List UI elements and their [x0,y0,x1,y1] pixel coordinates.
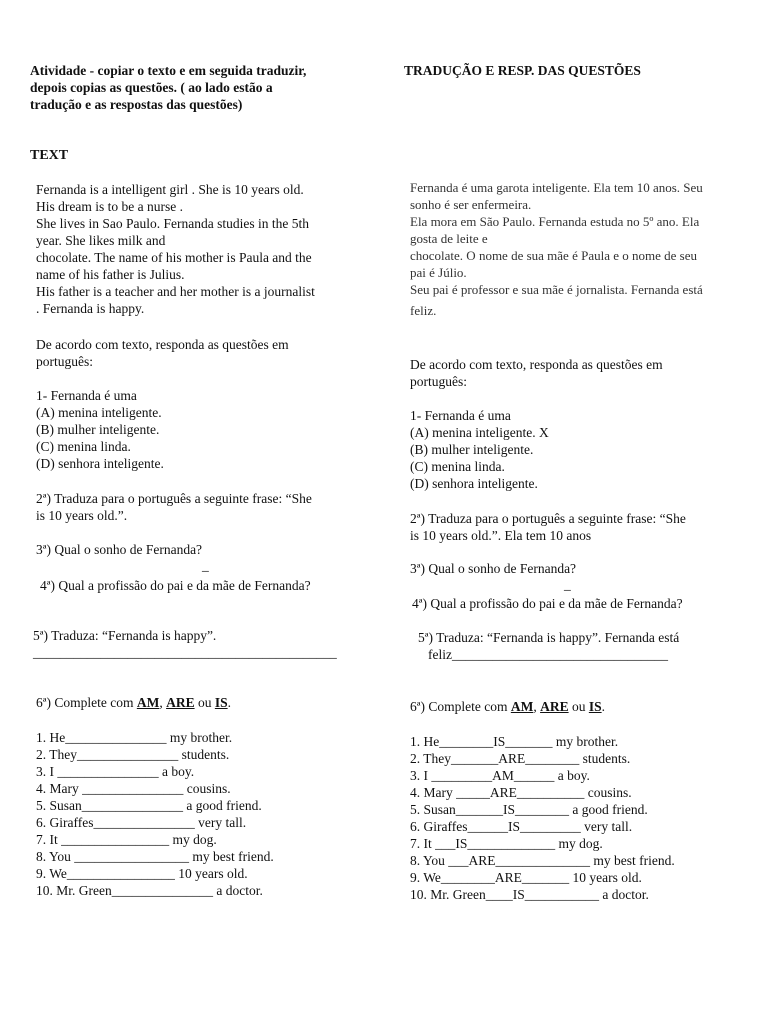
word-is: IS [214,695,228,710]
option-a: (A) menina inteligente. [36,405,162,420]
exercise-answer: 7. It ___IS_____________ my dog. [410,836,603,851]
question-5-answer-line: _____________________________________________ [33,645,337,660]
exercise-answer: 3. I _________AM______ a boy. [410,768,590,783]
passage-line: She lives in Sao Paulo. Fernanda studies in the 5th [36,216,309,231]
answer-2-line: is 10 years old.”. Ela tem 10 anos [410,528,592,543]
answer-2-line: 2ª) Traduza para o português a seguinte frase: “She [410,511,686,526]
passage-line: chocolate. The name of his mother is Paula and the [36,250,312,265]
instruction-line: português: [36,354,93,369]
translation-line: sonho é ser enfermeira. [410,197,532,212]
answer-5 [418,629,679,663]
translation-line: feliz. [410,303,437,318]
translation-line: Fernanda é uma garota inteligente. Ela tem 10 anos. Seu [410,180,703,195]
exercise-answer: 4. Mary _____ARE__________ cousins. [410,785,632,800]
question-6-prefix: 6ª) Complete com [410,699,511,714]
question-1-stem: 1- Fernanda é uma [410,408,511,423]
word-is: IS [588,699,602,714]
question-6-prefix: 6ª) Complete com [36,695,137,710]
question-6-sep: , [533,699,541,714]
instructions [36,336,289,370]
option-d: (D) senhora inteligente. [410,476,538,491]
passage-line: year. She likes milk and [36,233,166,248]
word-are: ARE [166,695,195,710]
instruction-line: De acordo com texto, responda as questões em [36,337,289,352]
exercise-answer: 6. Giraffes______IS_________ very tall. [410,819,633,834]
portuguese-translation [410,179,703,319]
passage-line: . Fernanda is happy. [36,301,145,316]
option-c: (C) menina linda. [36,439,131,454]
activity-header-line: tradução e as respostas das questões) [30,97,243,112]
exercise-item: 9. We________________ 10 years old. [36,866,248,881]
exercise-item: 3. I _______________ a boy. [36,764,195,779]
question-2 [36,490,312,524]
instructions-answers [410,356,663,390]
answer-exercise-list [410,733,675,903]
question-4: 4ª) Qual a profissão do pai e da mãe de Fernanda? [40,578,311,593]
instruction-line: De acordo com texto, responda as questões em [410,357,663,372]
answer-4: 4ª) Qual a profissão do pai e da mãe de Fernanda? [412,596,683,611]
translation-line: pai é Júlio. [410,265,467,280]
answer-2 [410,510,686,544]
exercise-item: 6. Giraffes_______________ very tall. [36,815,247,830]
passage-line: His dream is to be a nurse . [36,199,183,214]
answer-5-line: feliz________________________________ [428,647,668,662]
word-are: ARE [540,699,569,714]
word-am: AM [510,699,534,714]
exercise-answer: 1. He________IS_______ my brother. [410,734,619,749]
answer-6 [410,698,605,715]
exercise-answer: 10. Mr. Green____IS___________ a doctor. [410,887,649,902]
answer-5-line: 5ª) Traduza: “Fernanda is happy”. Fernanda está [418,630,680,645]
exercise-answer: 9. We________ARE_______ 10 years old. [410,870,642,885]
exercise-answer: 2. They_______ARE________ students. [410,751,631,766]
translation-line: chocolate. O nome de sua mãe é Paula e o nome de seu [410,248,697,263]
question-6-end: . [227,695,231,710]
question-6-end: . [601,699,605,714]
exercise-item: 8. You _________________ my best friend. [36,849,274,864]
instruction-line: português: [410,374,467,389]
question-6-sep: ou [194,695,215,710]
question-3: 3ª) Qual o sonho de Fernanda? [36,542,203,557]
question-5: 5ª) Traduza: “Fernanda is happy”. [33,628,217,643]
exercise-item: 2. They_______________ students. [36,747,230,762]
activity-header-line: Atividade - copiar o texto e em seguida traduzir, [30,63,307,78]
exercise-list [36,729,274,899]
passage-line: Fernanda is a intelligent girl . She is 10 years old. [36,182,304,197]
activity-header-line: depois copias as questões. ( ao lado estão a [30,80,273,95]
question-6-sep: , [159,695,167,710]
exercise-item: 10. Mr. Green_______________ a doctor. [36,883,263,898]
question-2-line: 2ª) Traduza para o português a seguinte frase: “She [36,491,312,506]
english-passage [36,181,315,317]
question-6 [36,694,231,711]
exercise-item: 4. Mary _______________ cousins. [36,781,231,796]
exercise-answer: 5. Susan_______IS________ a good friend. [410,802,648,817]
question-2-line: is 10 years old.”. [36,508,128,523]
translation-line: Seu pai é professor e sua mãe é jornalista. Fernanda está [410,282,703,297]
question-6-sep: ou [568,699,589,714]
option-b: (B) mulher inteligente. [410,442,534,457]
option-c: (C) menina linda. [410,459,505,474]
word-am: AM [136,695,160,710]
answer-1 [410,407,549,492]
passage-line: name of his father is Julius. [36,267,185,282]
translation-header: TRADUÇÃO E RESP. DAS QUESTÕES [404,63,641,78]
option-d: (D) senhora inteligente. [36,456,164,471]
answer-3-mark: _ [564,577,571,592]
exercise-answer: 8. You ___ARE______________ my best friend. [410,853,675,868]
exercise-item: 7. It ________________ my dog. [36,832,217,847]
passage-line: His father is a teacher and her mother is a journalist [36,284,315,299]
option-b: (B) mulher inteligente. [36,422,160,437]
question-1-stem: 1- Fernanda é uma [36,388,137,403]
activity-header [30,62,306,113]
question-1 [36,387,164,472]
translation-line: Ela mora em São Paulo. Fernanda estuda no 5º ano. Ela [410,214,700,229]
exercise-item: 5. Susan_______________ a good friend. [36,798,262,813]
translation-line: gosta de leite e [410,231,488,246]
answer-3: 3ª) Qual o sonho de Fernanda? [410,561,577,576]
text-heading: TEXT [30,148,69,163]
question-3-mark: _ [202,558,209,573]
option-a-marked: (A) menina inteligente. X [410,425,549,440]
exercise-item: 1. He_______________ my brother. [36,730,233,745]
